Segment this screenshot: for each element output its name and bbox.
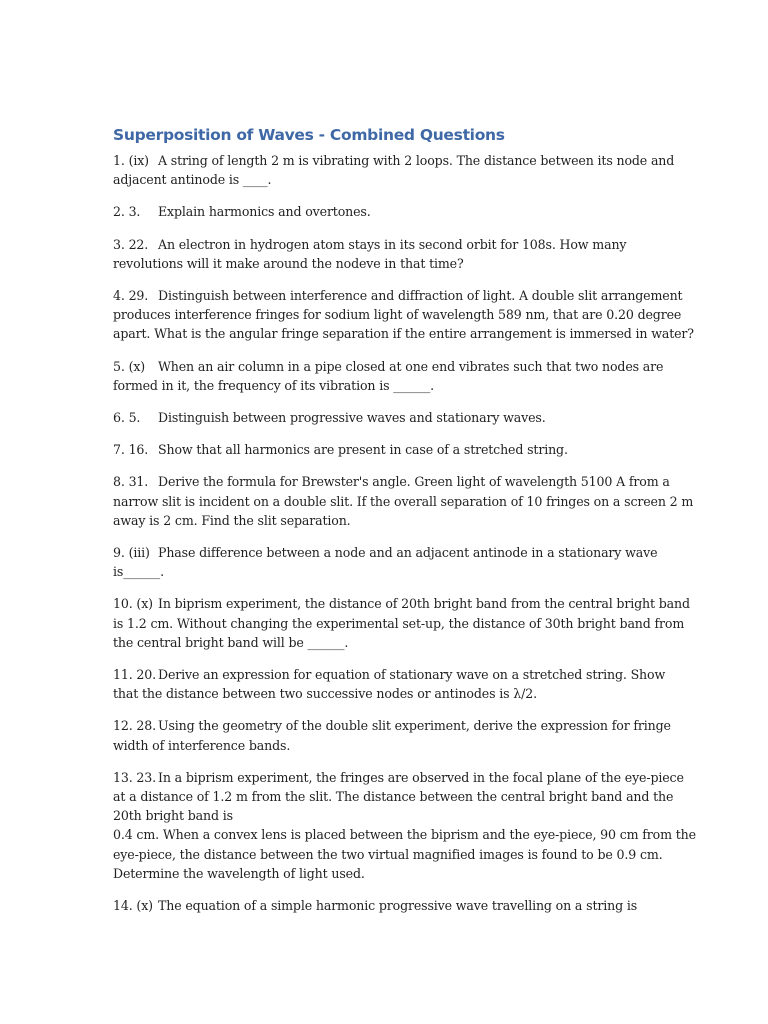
question-number: 12. 28. <box>113 718 157 734</box>
question-item <box>113 896 659 915</box>
question-item <box>113 594 690 652</box>
question-text: apart. What is the angular fringe separation if the entire arrangement is immersed in water? <box>113 326 694 342</box>
question-line <box>113 594 690 613</box>
question-line <box>113 170 659 189</box>
question-text: width of interference bands. <box>113 737 291 753</box>
question-number: 2. 3. <box>113 204 141 220</box>
question-text: Determine the wavelength of light used. <box>113 865 365 881</box>
question-line <box>113 806 659 825</box>
question-line <box>113 614 685 633</box>
question-item <box>113 543 659 581</box>
question-number: 5. (x) <box>113 358 146 374</box>
question-item <box>113 472 694 530</box>
question-number: 13. 23. <box>113 769 157 785</box>
question-item <box>113 151 675 189</box>
question-text: An electron in hydrogen atom stays in its second orbit for 108s. How many <box>158 236 627 252</box>
question-line <box>113 665 666 684</box>
question-item <box>113 202 659 221</box>
question-text: Derive the formula for Brewster's angle. Green light of wavelength 5100 A from a <box>158 474 670 490</box>
question-number: 1. (ix) <box>113 153 149 168</box>
question-item <box>113 408 659 427</box>
question-item <box>113 768 696 883</box>
question-line <box>113 716 671 735</box>
question-line <box>113 286 683 305</box>
question-text: that the distance between two successive nodes or antinodes is λ/2. <box>113 686 537 702</box>
question-line <box>113 768 684 787</box>
question-text: Show that all harmonics are present in case of a stretched string. <box>158 442 568 458</box>
question-number: 7. 16. <box>113 442 149 458</box>
question-item <box>113 665 666 703</box>
question-text: 20th bright band is <box>113 808 233 824</box>
question-text: Derive an expression for equation of stationary wave on a stretched string. Show <box>158 667 666 683</box>
question-number: 4. 29. <box>113 288 149 304</box>
question-line <box>113 543 659 562</box>
question-line <box>113 202 659 221</box>
question-text: 0.4 cm. When a convex lens is placed between the biprism and the eye-piece, 90 cm from the <box>113 827 696 843</box>
question-line <box>113 684 659 703</box>
document-page <box>113 124 696 928</box>
question-line <box>113 472 670 491</box>
question-line <box>113 151 675 170</box>
question-text: revolutions will it make around the nodeve in that time? <box>113 255 464 271</box>
question-number: 3. 22. <box>113 236 149 252</box>
question-text: Explain harmonics and overtones. <box>158 204 371 220</box>
question-number: 6. 5. <box>113 410 141 426</box>
question-text: is 1.2 cm. Without changing the experimental set-up, the distance of 30th bright band from <box>113 615 685 631</box>
question-text: the central bright band will be ______. <box>113 634 349 650</box>
question-text: Distinguish between interference and diffraction of light. A double slit arrangement <box>158 288 683 304</box>
question-line <box>113 511 659 530</box>
question-item <box>113 286 694 344</box>
question-line <box>113 864 659 883</box>
question-text: A string of length 2 m is vibrating with 2 loops. The distance between its node and <box>158 153 675 168</box>
question-text: adjacent antinode is ____. <box>113 172 272 188</box>
question-line <box>113 440 659 459</box>
question-text: narrow slit is incident on a double slit. If the overall separation of 10 fringes on a screen 2 m <box>113 493 694 509</box>
question-line <box>113 235 659 254</box>
question-text: When an air column in a pipe closed at one end vibrates such that two nodes are <box>158 358 664 374</box>
question-number: 9. (iii) <box>113 545 150 561</box>
question-number: 8. 31. <box>113 474 149 490</box>
question-text: In a biprism experiment, the fringes are observed in the focal plane of the eye-piece <box>158 769 684 785</box>
question-text: eye-piece, the distance between the two virtual magnified images is found to be 0.9 cm. <box>113 846 663 862</box>
question-number: 14. (x) <box>113 898 153 914</box>
question-text: produces interference fringes for sodium light of wavelength 589 nm, that are 0.20 degree <box>113 307 682 323</box>
question-line <box>113 896 659 915</box>
question-text: The equation of a simple harmonic progressive wave travelling on a string is <box>158 898 638 914</box>
question-line <box>113 357 664 376</box>
question-item <box>113 235 659 273</box>
question-line <box>113 736 659 755</box>
question-line <box>113 305 682 324</box>
question-item <box>113 357 664 395</box>
question-text: Phase difference between a node and an adjacent antinode in a stationary wave <box>158 545 658 561</box>
question-line <box>113 324 694 343</box>
question-number: 11. 20. <box>113 667 157 683</box>
question-line <box>113 562 659 581</box>
question-line <box>113 492 694 511</box>
question-line <box>113 825 696 844</box>
question-text: Distinguish between progressive waves and stationary waves. <box>158 410 546 426</box>
question-number: 10. (x) <box>113 596 153 612</box>
question-line <box>113 376 659 395</box>
question-line <box>113 633 659 652</box>
question-line <box>113 845 663 864</box>
question-line <box>113 408 659 427</box>
question-text: formed in it, the frequency of its vibration is ______. <box>113 377 434 393</box>
question-text: In biprism experiment, the distance of 20th bright band from the central bright band <box>158 596 690 612</box>
question-line <box>113 254 659 273</box>
question-text: at a distance of 1.2 m from the slit. The distance between the central bright band and the <box>113 789 674 805</box>
question-list <box>113 151 696 915</box>
document-title: Superposition of Waves - Combined Questions <box>113 126 505 144</box>
question-text: is______. <box>113 564 164 580</box>
question-item <box>113 440 659 459</box>
question-text: away is 2 cm. Find the slit separation. <box>113 512 351 528</box>
question-text: Using the geometry of the double slit experiment, derive the expression for fringe <box>158 718 671 734</box>
question-line <box>113 787 674 806</box>
question-item <box>113 716 671 754</box>
